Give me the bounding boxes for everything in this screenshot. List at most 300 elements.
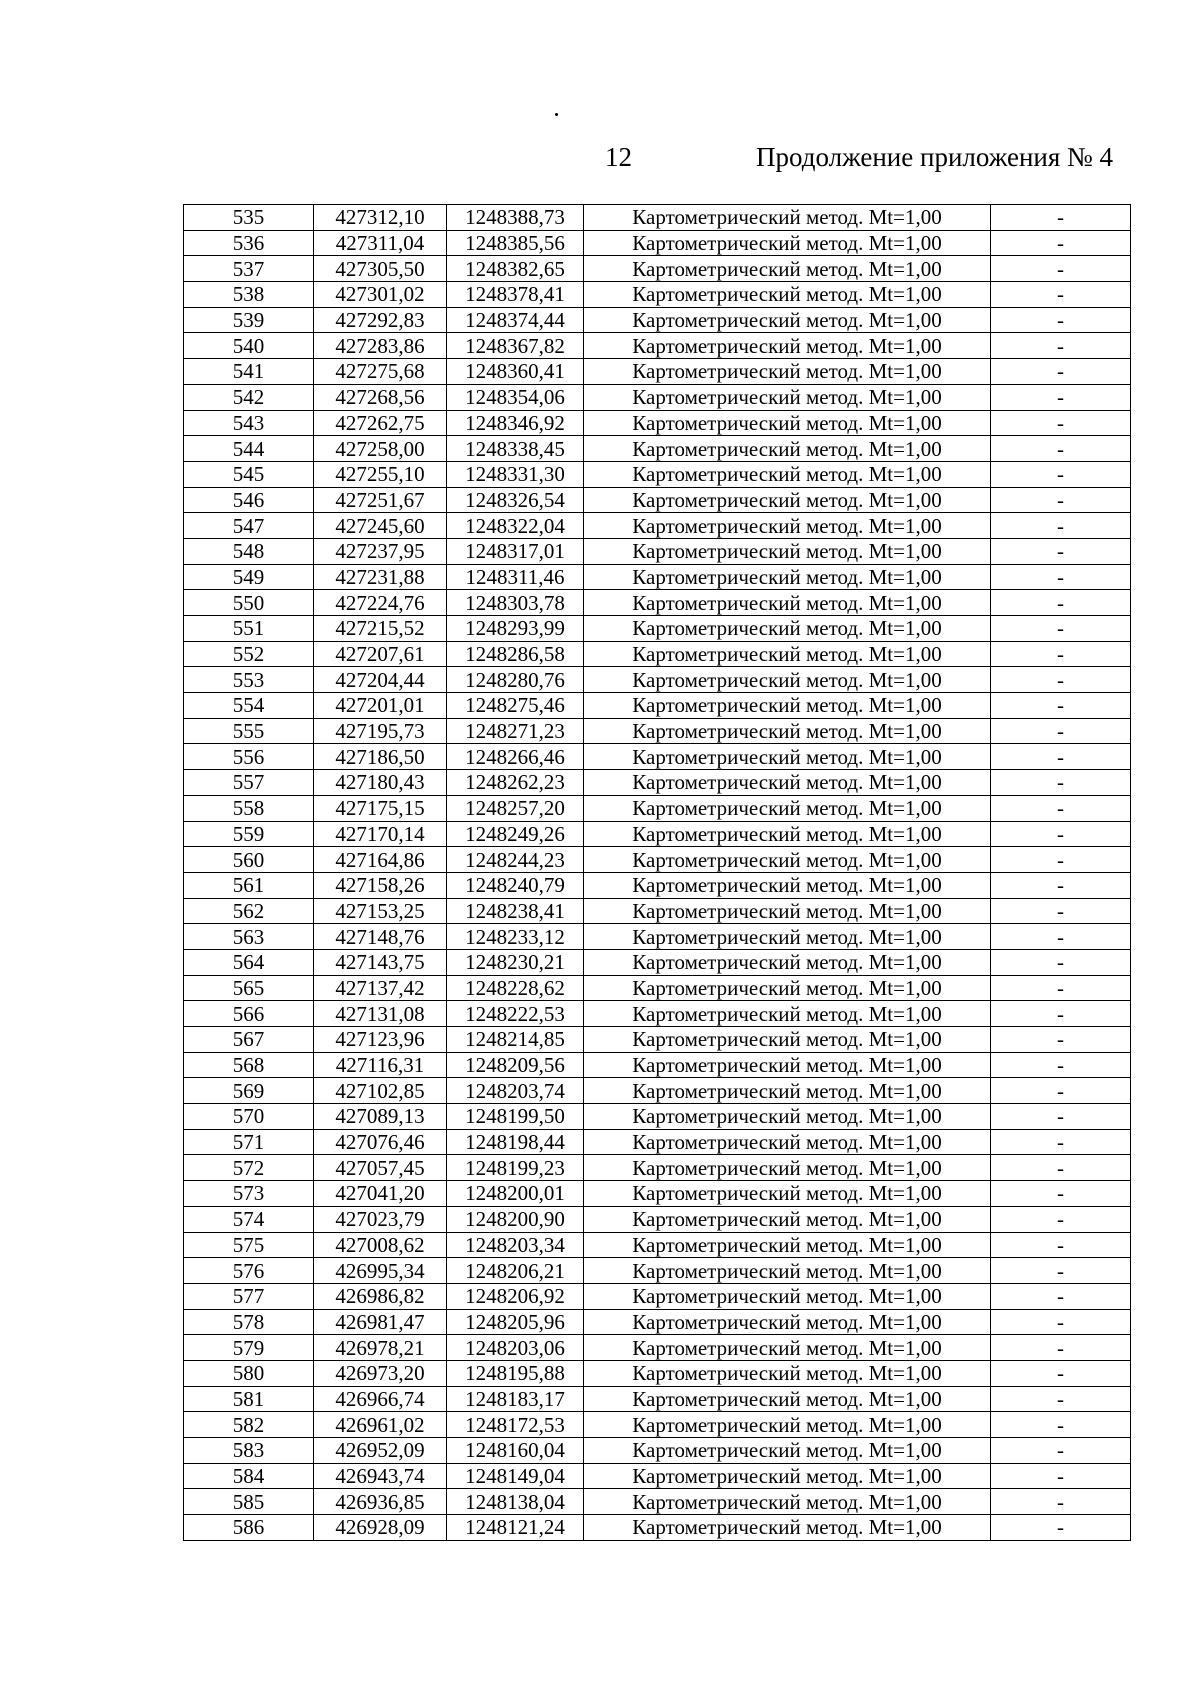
- note-cell: -: [991, 975, 1131, 1001]
- stray-dot-mark: [555, 113, 558, 116]
- point-number-cell: 580: [184, 1360, 314, 1386]
- x-coordinate-cell: 427023,79: [314, 1206, 447, 1232]
- y-coordinate-cell: 1248317,01: [447, 538, 584, 564]
- method-cell: Картометрический метод. Mt=1,00: [584, 1129, 991, 1155]
- y-coordinate-cell: 1248233,12: [447, 924, 584, 950]
- table-row: [184, 205, 1131, 231]
- x-coordinate-cell: 427305,50: [314, 256, 447, 282]
- method-cell: Картометрический метод. Mt=1,00: [584, 898, 991, 924]
- coordinates-table-body: [184, 205, 1131, 1541]
- table-row: [184, 975, 1131, 1001]
- method-cell: Картометрический метод. Mt=1,00: [584, 1360, 991, 1386]
- method-cell: Картометрический метод. Mt=1,00: [584, 564, 991, 590]
- table-row: [184, 795, 1131, 821]
- method-cell: Картометрический метод. Mt=1,00: [584, 1001, 991, 1027]
- table-row: [184, 1438, 1131, 1464]
- table-row: [184, 436, 1131, 462]
- x-coordinate-cell: 426995,34: [314, 1258, 447, 1284]
- method-cell: Картометрический метод. Mt=1,00: [584, 1232, 991, 1258]
- note-cell: -: [991, 1232, 1131, 1258]
- y-coordinate-cell: 1248149,04: [447, 1463, 584, 1489]
- y-coordinate-cell: 1248199,23: [447, 1155, 584, 1181]
- point-number-cell: 581: [184, 1386, 314, 1412]
- point-number-cell: 567: [184, 1027, 314, 1053]
- point-number-cell: 556: [184, 744, 314, 770]
- method-cell: Картометрический метод. Mt=1,00: [584, 487, 991, 513]
- y-coordinate-cell: 1248240,79: [447, 872, 584, 898]
- note-cell: -: [991, 1104, 1131, 1130]
- x-coordinate-cell: 426928,09: [314, 1515, 447, 1541]
- method-cell: Картометрический метод. Mt=1,00: [584, 1386, 991, 1412]
- note-cell: -: [991, 282, 1131, 308]
- table-row: [184, 1515, 1131, 1541]
- method-cell: Картометрический метод. Mt=1,00: [584, 641, 991, 667]
- y-coordinate-cell: 1248230,21: [447, 949, 584, 975]
- point-number-cell: 578: [184, 1309, 314, 1335]
- note-cell: -: [991, 359, 1131, 385]
- method-cell: Картометрический метод. Mt=1,00: [584, 847, 991, 873]
- x-coordinate-cell: 427224,76: [314, 590, 447, 616]
- y-coordinate-cell: 1248138,04: [447, 1489, 584, 1515]
- note-cell: -: [991, 1335, 1131, 1361]
- point-number-cell: 552: [184, 641, 314, 667]
- table-row: [184, 564, 1131, 590]
- x-coordinate-cell: 427231,88: [314, 564, 447, 590]
- point-number-cell: 560: [184, 847, 314, 873]
- note-cell: -: [991, 1001, 1131, 1027]
- y-coordinate-cell: 1248280,76: [447, 667, 584, 693]
- x-coordinate-cell: 427262,75: [314, 410, 447, 436]
- table-row: [184, 1155, 1131, 1181]
- method-cell: Картометрический метод. Mt=1,00: [584, 924, 991, 950]
- method-cell: Картометрический метод. Mt=1,00: [584, 616, 991, 642]
- table-row: [184, 282, 1131, 308]
- y-coordinate-cell: 1248249,26: [447, 821, 584, 847]
- y-coordinate-cell: 1248374,44: [447, 307, 584, 333]
- table-row: [184, 847, 1131, 873]
- point-number-cell: 554: [184, 693, 314, 719]
- x-coordinate-cell: 427008,62: [314, 1232, 447, 1258]
- x-coordinate-cell: 427180,43: [314, 770, 447, 796]
- point-number-cell: 538: [184, 282, 314, 308]
- method-cell: Картометрический метод. Mt=1,00: [584, 1438, 991, 1464]
- method-cell: Картометрический метод. Mt=1,00: [584, 693, 991, 719]
- table-row: [184, 333, 1131, 359]
- y-coordinate-cell: 1248354,06: [447, 384, 584, 410]
- point-number-cell: 583: [184, 1438, 314, 1464]
- y-coordinate-cell: 1248311,46: [447, 564, 584, 590]
- y-coordinate-cell: 1248326,54: [447, 487, 584, 513]
- method-cell: Картометрический метод. Mt=1,00: [584, 1104, 991, 1130]
- y-coordinate-cell: 1248206,21: [447, 1258, 584, 1284]
- table-row: [184, 744, 1131, 770]
- note-cell: -: [991, 1078, 1131, 1104]
- table-row: [184, 256, 1131, 282]
- y-coordinate-cell: 1248121,24: [447, 1515, 584, 1541]
- method-cell: Картометрический метод. Mt=1,00: [584, 795, 991, 821]
- point-number-cell: 547: [184, 513, 314, 539]
- method-cell: Картометрический метод. Mt=1,00: [584, 1027, 991, 1053]
- x-coordinate-cell: 427207,61: [314, 641, 447, 667]
- table-row: [184, 1283, 1131, 1309]
- note-cell: -: [991, 1463, 1131, 1489]
- point-number-cell: 568: [184, 1052, 314, 1078]
- method-cell: Картометрический метод. Mt=1,00: [584, 256, 991, 282]
- point-number-cell: 570: [184, 1104, 314, 1130]
- x-coordinate-cell: 427312,10: [314, 205, 447, 231]
- table-row: [184, 461, 1131, 487]
- note-cell: -: [991, 847, 1131, 873]
- x-coordinate-cell: 427057,45: [314, 1155, 447, 1181]
- method-cell: Картометрический метод. Mt=1,00: [584, 872, 991, 898]
- method-cell: Картометрический метод. Mt=1,00: [584, 384, 991, 410]
- point-number-cell: 540: [184, 333, 314, 359]
- table-row: [184, 1309, 1131, 1335]
- y-coordinate-cell: 1248322,04: [447, 513, 584, 539]
- note-cell: -: [991, 1438, 1131, 1464]
- table-row: [184, 1206, 1131, 1232]
- method-cell: Картометрический метод. Mt=1,00: [584, 975, 991, 1001]
- method-cell: Картометрический метод. Mt=1,00: [584, 1463, 991, 1489]
- y-coordinate-cell: 1248205,96: [447, 1309, 584, 1335]
- x-coordinate-cell: 427301,02: [314, 282, 447, 308]
- method-cell: Картометрический метод. Mt=1,00: [584, 307, 991, 333]
- point-number-cell: 544: [184, 436, 314, 462]
- x-coordinate-cell: 427137,42: [314, 975, 447, 1001]
- x-coordinate-cell: 427164,86: [314, 847, 447, 873]
- x-coordinate-cell: 427311,04: [314, 230, 447, 256]
- point-number-cell: 585: [184, 1489, 314, 1515]
- appendix-title: Продолжение приложения № 4: [756, 142, 1114, 172]
- point-number-cell: 572: [184, 1155, 314, 1181]
- page-number: 12: [605, 142, 632, 172]
- x-coordinate-cell: 427041,20: [314, 1181, 447, 1207]
- point-number-cell: 569: [184, 1078, 314, 1104]
- x-coordinate-cell: 427268,56: [314, 384, 447, 410]
- method-cell: Картометрический метод. Mt=1,00: [584, 205, 991, 231]
- note-cell: -: [991, 1412, 1131, 1438]
- point-number-cell: 543: [184, 410, 314, 436]
- note-cell: -: [991, 641, 1131, 667]
- x-coordinate-cell: 427215,52: [314, 616, 447, 642]
- y-coordinate-cell: 1248378,41: [447, 282, 584, 308]
- note-cell: -: [991, 564, 1131, 590]
- y-coordinate-cell: 1248367,82: [447, 333, 584, 359]
- table-row: [184, 538, 1131, 564]
- y-coordinate-cell: 1248346,92: [447, 410, 584, 436]
- method-cell: Картометрический метод. Mt=1,00: [584, 667, 991, 693]
- point-number-cell: 550: [184, 590, 314, 616]
- x-coordinate-cell: 427076,46: [314, 1129, 447, 1155]
- point-number-cell: 573: [184, 1181, 314, 1207]
- x-coordinate-cell: 427175,15: [314, 795, 447, 821]
- x-coordinate-cell: 426986,82: [314, 1283, 447, 1309]
- x-coordinate-cell: 427237,95: [314, 538, 447, 564]
- method-cell: Картометрический метод. Mt=1,00: [584, 1155, 991, 1181]
- point-number-cell: 548: [184, 538, 314, 564]
- x-coordinate-cell: 427195,73: [314, 718, 447, 744]
- y-coordinate-cell: 1248257,20: [447, 795, 584, 821]
- table-row: [184, 821, 1131, 847]
- point-number-cell: 579: [184, 1335, 314, 1361]
- point-number-cell: 537: [184, 256, 314, 282]
- method-cell: Картометрический метод. Mt=1,00: [584, 1515, 991, 1541]
- y-coordinate-cell: 1248388,73: [447, 205, 584, 231]
- y-coordinate-cell: 1248209,56: [447, 1052, 584, 1078]
- table-row: [184, 1335, 1131, 1361]
- x-coordinate-cell: 426952,09: [314, 1438, 447, 1464]
- table-row: [184, 872, 1131, 898]
- y-coordinate-cell: 1248331,30: [447, 461, 584, 487]
- method-cell: Картометрический метод. Mt=1,00: [584, 333, 991, 359]
- note-cell: -: [991, 461, 1131, 487]
- x-coordinate-cell: 426961,02: [314, 1412, 447, 1438]
- method-cell: Картометрический метод. Mt=1,00: [584, 1309, 991, 1335]
- note-cell: -: [991, 1360, 1131, 1386]
- x-coordinate-cell: 427255,10: [314, 461, 447, 487]
- note-cell: -: [991, 872, 1131, 898]
- point-number-cell: 549: [184, 564, 314, 590]
- x-coordinate-cell: 426943,74: [314, 1463, 447, 1489]
- x-coordinate-cell: 427148,76: [314, 924, 447, 950]
- note-cell: -: [991, 693, 1131, 719]
- y-coordinate-cell: 1248198,44: [447, 1129, 584, 1155]
- note-cell: -: [991, 436, 1131, 462]
- method-cell: Картометрический метод. Mt=1,00: [584, 410, 991, 436]
- y-coordinate-cell: 1248360,41: [447, 359, 584, 385]
- x-coordinate-cell: 426978,21: [314, 1335, 447, 1361]
- point-number-cell: 551: [184, 616, 314, 642]
- point-number-cell: 558: [184, 795, 314, 821]
- method-cell: Картометрический метод. Mt=1,00: [584, 1258, 991, 1284]
- table-row: [184, 1052, 1131, 1078]
- note-cell: -: [991, 770, 1131, 796]
- y-coordinate-cell: 1248382,65: [447, 256, 584, 282]
- point-number-cell: 559: [184, 821, 314, 847]
- y-coordinate-cell: 1248199,50: [447, 1104, 584, 1130]
- note-cell: -: [991, 1258, 1131, 1284]
- x-coordinate-cell: 427292,83: [314, 307, 447, 333]
- table-row: [184, 1489, 1131, 1515]
- table-row: [184, 770, 1131, 796]
- table-row: [184, 1001, 1131, 1027]
- note-cell: -: [991, 821, 1131, 847]
- method-cell: Картометрический метод. Mt=1,00: [584, 513, 991, 539]
- x-coordinate-cell: 427158,26: [314, 872, 447, 898]
- point-number-cell: 541: [184, 359, 314, 385]
- note-cell: -: [991, 1181, 1131, 1207]
- note-cell: -: [991, 1515, 1131, 1541]
- method-cell: Картометрический метод. Mt=1,00: [584, 1412, 991, 1438]
- method-cell: Картометрический метод. Mt=1,00: [584, 436, 991, 462]
- note-cell: -: [991, 1206, 1131, 1232]
- y-coordinate-cell: 1248293,99: [447, 616, 584, 642]
- point-number-cell: 566: [184, 1001, 314, 1027]
- method-cell: Картометрический метод. Mt=1,00: [584, 744, 991, 770]
- note-cell: -: [991, 307, 1131, 333]
- y-coordinate-cell: 1248262,23: [447, 770, 584, 796]
- note-cell: -: [991, 205, 1131, 231]
- note-cell: -: [991, 1027, 1131, 1053]
- method-cell: Картометрический метод. Mt=1,00: [584, 1206, 991, 1232]
- method-cell: Картометрический метод. Mt=1,00: [584, 949, 991, 975]
- note-cell: -: [991, 949, 1131, 975]
- y-coordinate-cell: 1248338,45: [447, 436, 584, 462]
- table-row: [184, 1181, 1131, 1207]
- table-row: [184, 949, 1131, 975]
- note-cell: -: [991, 1155, 1131, 1181]
- table-row: [184, 693, 1131, 719]
- table-row: [184, 641, 1131, 667]
- point-number-cell: 542: [184, 384, 314, 410]
- note-cell: -: [991, 513, 1131, 539]
- x-coordinate-cell: 427123,96: [314, 1027, 447, 1053]
- method-cell: Картометрический метод. Mt=1,00: [584, 1052, 991, 1078]
- note-cell: -: [991, 230, 1131, 256]
- table-row: [184, 359, 1131, 385]
- y-coordinate-cell: 1248275,46: [447, 693, 584, 719]
- method-cell: Картометрический метод. Mt=1,00: [584, 1283, 991, 1309]
- method-cell: Картометрический метод. Mt=1,00: [584, 718, 991, 744]
- point-number-cell: 546: [184, 487, 314, 513]
- note-cell: -: [991, 538, 1131, 564]
- point-number-cell: 586: [184, 1515, 314, 1541]
- x-coordinate-cell: 427204,44: [314, 667, 447, 693]
- method-cell: Картометрический метод. Mt=1,00: [584, 1181, 991, 1207]
- y-coordinate-cell: 1248222,53: [447, 1001, 584, 1027]
- table-row: [184, 307, 1131, 333]
- point-number-cell: 562: [184, 898, 314, 924]
- x-coordinate-cell: 426973,20: [314, 1360, 447, 1386]
- point-number-cell: 574: [184, 1206, 314, 1232]
- note-cell: -: [991, 1283, 1131, 1309]
- method-cell: Картометрический метод. Mt=1,00: [584, 1078, 991, 1104]
- table-row: [184, 513, 1131, 539]
- method-cell: Картометрический метод. Mt=1,00: [584, 770, 991, 796]
- table-row: [184, 1104, 1131, 1130]
- table-row: [184, 1360, 1131, 1386]
- point-number-cell: 582: [184, 1412, 314, 1438]
- x-coordinate-cell: 426981,47: [314, 1309, 447, 1335]
- x-coordinate-cell: 427275,68: [314, 359, 447, 385]
- y-coordinate-cell: 1248200,90: [447, 1206, 584, 1232]
- y-coordinate-cell: 1248183,17: [447, 1386, 584, 1412]
- x-coordinate-cell: 427258,00: [314, 436, 447, 462]
- method-cell: Картометрический метод. Mt=1,00: [584, 590, 991, 616]
- y-coordinate-cell: 1248206,92: [447, 1283, 584, 1309]
- note-cell: -: [991, 1052, 1131, 1078]
- note-cell: -: [991, 795, 1131, 821]
- point-number-cell: 536: [184, 230, 314, 256]
- point-number-cell: 561: [184, 872, 314, 898]
- method-cell: Картометрический метод. Mt=1,00: [584, 359, 991, 385]
- y-coordinate-cell: 1248214,85: [447, 1027, 584, 1053]
- y-coordinate-cell: 1248266,46: [447, 744, 584, 770]
- note-cell: -: [991, 898, 1131, 924]
- table-row: [184, 590, 1131, 616]
- table-row: [184, 1129, 1131, 1155]
- note-cell: -: [991, 384, 1131, 410]
- table-row: [184, 1412, 1131, 1438]
- x-coordinate-cell: 426966,74: [314, 1386, 447, 1412]
- x-coordinate-cell: 427245,60: [314, 513, 447, 539]
- note-cell: -: [991, 1309, 1131, 1335]
- point-number-cell: 563: [184, 924, 314, 950]
- y-coordinate-cell: 1248228,62: [447, 975, 584, 1001]
- table-row: [184, 487, 1131, 513]
- x-coordinate-cell: 427251,67: [314, 487, 447, 513]
- note-cell: -: [991, 616, 1131, 642]
- method-cell: Картометрический метод. Mt=1,00: [584, 821, 991, 847]
- table-row: [184, 230, 1131, 256]
- table-row: [184, 410, 1131, 436]
- point-number-cell: 557: [184, 770, 314, 796]
- point-number-cell: 555: [184, 718, 314, 744]
- note-cell: -: [991, 744, 1131, 770]
- method-cell: Картометрический метод. Mt=1,00: [584, 230, 991, 256]
- note-cell: -: [991, 410, 1131, 436]
- y-coordinate-cell: 1248203,74: [447, 1078, 584, 1104]
- y-coordinate-cell: 1248286,58: [447, 641, 584, 667]
- table-row: [184, 667, 1131, 693]
- note-cell: -: [991, 333, 1131, 359]
- x-coordinate-cell: 427186,50: [314, 744, 447, 770]
- y-coordinate-cell: 1248238,41: [447, 898, 584, 924]
- point-number-cell: 553: [184, 667, 314, 693]
- y-coordinate-cell: 1248385,56: [447, 230, 584, 256]
- table-row: [184, 718, 1131, 744]
- table-row: [184, 898, 1131, 924]
- table-row: [184, 924, 1131, 950]
- table-row: [184, 1232, 1131, 1258]
- note-cell: -: [991, 1386, 1131, 1412]
- point-number-cell: 565: [184, 975, 314, 1001]
- note-cell: -: [991, 718, 1131, 744]
- method-cell: Картометрический метод. Mt=1,00: [584, 1489, 991, 1515]
- note-cell: -: [991, 924, 1131, 950]
- note-cell: -: [991, 1489, 1131, 1515]
- note-cell: -: [991, 667, 1131, 693]
- point-number-cell: 584: [184, 1463, 314, 1489]
- y-coordinate-cell: 1248271,23: [447, 718, 584, 744]
- point-number-cell: 539: [184, 307, 314, 333]
- point-number-cell: 576: [184, 1258, 314, 1284]
- method-cell: Картометрический метод. Mt=1,00: [584, 1335, 991, 1361]
- table-row: [184, 384, 1131, 410]
- point-number-cell: 545: [184, 461, 314, 487]
- y-coordinate-cell: 1248203,06: [447, 1335, 584, 1361]
- method-cell: Картометрический метод. Mt=1,00: [584, 461, 991, 487]
- y-coordinate-cell: 1248160,04: [447, 1438, 584, 1464]
- x-coordinate-cell: 427170,14: [314, 821, 447, 847]
- x-coordinate-cell: 427089,13: [314, 1104, 447, 1130]
- x-coordinate-cell: 427153,25: [314, 898, 447, 924]
- method-cell: Картометрический метод. Mt=1,00: [584, 282, 991, 308]
- point-number-cell: 577: [184, 1283, 314, 1309]
- table-row: [184, 616, 1131, 642]
- note-cell: -: [991, 256, 1131, 282]
- note-cell: -: [991, 487, 1131, 513]
- x-coordinate-cell: 427143,75: [314, 949, 447, 975]
- y-coordinate-cell: 1248200,01: [447, 1181, 584, 1207]
- table-row: [184, 1386, 1131, 1412]
- point-number-cell: 571: [184, 1129, 314, 1155]
- y-coordinate-cell: 1248172,53: [447, 1412, 584, 1438]
- x-coordinate-cell: 426936,85: [314, 1489, 447, 1515]
- x-coordinate-cell: 427283,86: [314, 333, 447, 359]
- table-row: [184, 1258, 1131, 1284]
- coordinates-table: [183, 204, 1131, 1541]
